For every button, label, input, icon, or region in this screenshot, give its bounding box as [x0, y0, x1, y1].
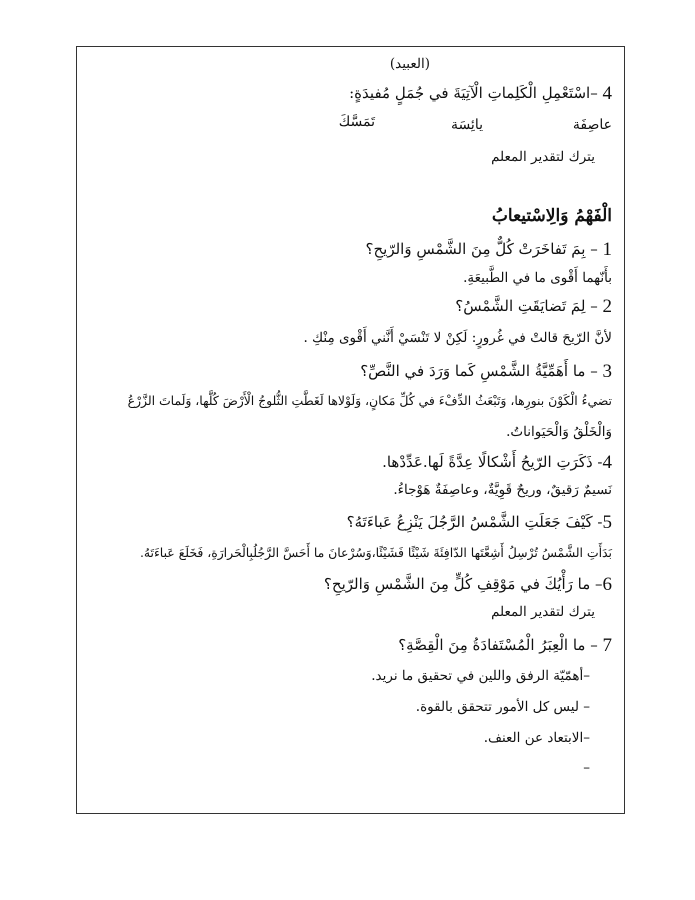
question-text: – ما الْعِبَرُ الْمُسْتَفادَةُ مِنَ الْقِصَّةِ؟ [398, 636, 603, 654]
answer-6: يترك لتقدير المعلم [491, 604, 595, 620]
answer-1: بأَنّهما أَقْوى ما في الطَّبيعَةِ. [463, 270, 612, 286]
question-text: – لِمَ تَضايَقَتِ الشَّمْسُ؟ [455, 297, 603, 315]
question-number: 5 [602, 512, 612, 533]
section-title: الْفَهْمُ وَالِاسْتيعابُ [491, 206, 612, 226]
question-2 [455, 297, 612, 316]
question-4 [382, 453, 612, 472]
top-word: (العبيد) [389, 56, 430, 72]
answer-5: بَدَأَتِ الشَّمْسُ تُرْسِلُ أَشِعَّتَها الدّافِئَةَ شَيْئًا فَشَيْئًا،وَسُرْعانَ ما أَحَسَّ الرَّجُلُبِالْحَرارَةِ، فَخَلَعَ عَباءَتَهُ. [139, 545, 612, 560]
answer-3-line-1: تضيءُ الْكَوْنَ بنورِها، وَتَبْعَثُ الدِّفْءَ في كُلِّ مَكانٍ، وَلَوْلاها لَغَطَّتِ الثُّلوجُ الْأَرْضَ كُلَّها، وَلَماتَ الزَّرْعُ [127, 393, 612, 408]
question-number: 3 [602, 361, 612, 382]
question-number: 4 [602, 452, 612, 473]
question-text: – بِمَ تَفاخَرَتْ كُلٌّ مِنَ الشَّمْسِ وَالرّيحِ؟ [365, 240, 603, 258]
question-text: – ما أَهَمِّيَّةُ الشَّمْسِ كَما وَرَدَ في النَّصِّ؟ [360, 362, 603, 380]
question-3 [360, 362, 612, 381]
lesson-item-1: –أهمّيّة الرفق واللين في تحقيق ما نريد. [371, 668, 590, 684]
question-text: – ما رَأْيُكَ في مَوْقِفِ كُلٍّ مِنَ الشَّمْسِ وَالرّيحِ؟ [323, 575, 603, 593]
lesson-item-4: – [583, 760, 590, 776]
question-number: 7 [602, 635, 612, 656]
answer-2: لأنَّ الرّيحَ قالتْ في غُرورٍ: لَكِنْ لا تَنْسَيْ أَنَّني أَقْوى مِنْكِ . [303, 330, 612, 346]
question-number: 6 [602, 574, 612, 595]
lesson-item-3: –الابتعاد عن العنف. [483, 730, 590, 746]
vocab-word-3: تَمَسَّكَ [338, 114, 375, 130]
question-1 [366, 240, 612, 259]
question-number: 1 [602, 239, 612, 260]
question-text: - كَيْفَ جَعَلَتِ الشَّمْسُ الرَّجُلَ يَنْزِعُ عَباءَتَهُ؟ [346, 513, 603, 531]
question-number: 2 [602, 296, 612, 317]
vocab-answer: يترك لتقدير المعلم [491, 149, 595, 165]
question-text: - ذَكَرَتِ الرّيحُ أَشْكالًا عِدَّةً لَها.عَدِّدْها. [382, 453, 603, 471]
question-text: –اسْتَعْمِلِ الْكَلِماتِ الْآتِيَةَ في جُمَلٍ مُفيدَةٍ: [349, 84, 603, 102]
answer-4: نَسيمٌ رَقيقٌ، وريحٌ قَوِيَّةٌ، وعاصِفَةٌ هَوْجاءُ. [393, 482, 612, 498]
question-number: 4 [602, 83, 612, 104]
vocab-word-1: عاصِفَة [572, 117, 612, 133]
lesson-item-2: – ليس كل الأمور تتحقق بالقوة. [415, 699, 590, 715]
question-4-vocabulary [349, 84, 612, 103]
question-6 [324, 575, 612, 594]
answer-3-line-2: وَالْخَلْقُ وَالْحَيَواناتُ. [506, 424, 612, 440]
vocab-word-2: يائِسَة [450, 117, 483, 133]
question-5 [347, 513, 612, 532]
question-7 [398, 636, 612, 655]
